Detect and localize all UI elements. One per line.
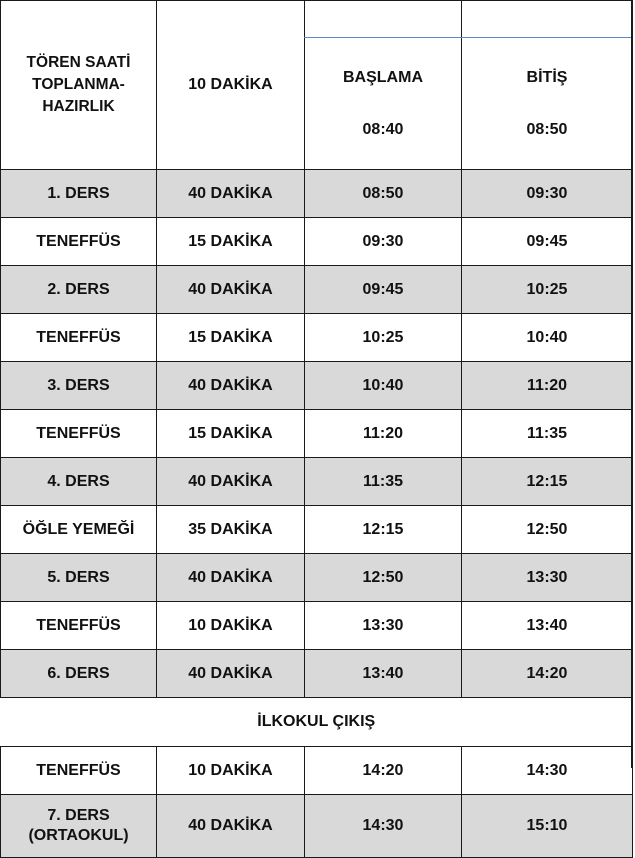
start-time: 10:25 [305, 314, 462, 362]
period-label: 2. DERS [1, 266, 157, 314]
end-time: 10:40 [462, 314, 633, 362]
end-time: 15:10 [462, 795, 633, 858]
schedule-row [1, 506, 633, 554]
period-label: TENEFFÜS [1, 314, 157, 362]
start-time: 14:20 [305, 747, 462, 795]
end-time: 13:30 [462, 554, 633, 602]
start-time: 10:40 [305, 362, 462, 410]
schedule-row [1, 362, 633, 410]
ceremony-start-time: 08:40 [362, 121, 404, 138]
period-label: TENEFFÜS [1, 747, 157, 795]
schedule-row [1, 218, 633, 266]
period-duration: 40 DAKİKA [157, 458, 305, 506]
end-time: 11:35 [462, 410, 633, 458]
schedule-row [1, 314, 633, 362]
end-time: 14:20 [462, 650, 633, 698]
schedule-row [1, 650, 633, 698]
ceremony-row [1, 1, 633, 170]
end-time: 11:20 [462, 362, 633, 410]
period-label: TENEFFÜS [1, 218, 157, 266]
period-duration: 15 DAKİKA [157, 314, 305, 362]
ceremony-duration: 10 DAKİKA [157, 1, 305, 170]
end-time: 10:25 [462, 266, 633, 314]
period-label: 3. DERS [1, 362, 157, 410]
end-time: 14:30 [462, 747, 633, 795]
end-time: 13:40 [462, 602, 633, 650]
start-time: 11:20 [305, 410, 462, 458]
period-label: 1. DERS [1, 170, 157, 218]
start-time: 11:35 [305, 458, 462, 506]
start-time: 13:30 [305, 602, 462, 650]
period-label: ÖĞLE YEMEĞİ [1, 506, 157, 554]
schedule-row [1, 554, 633, 602]
start-time: 12:15 [305, 506, 462, 554]
start-column-header: BAŞLAMA [343, 69, 423, 86]
period-duration: 40 DAKİKA [157, 266, 305, 314]
primary-exit-label: İLKOKUL ÇIKIŞ [1, 698, 633, 747]
period-duration: 15 DAKİKA [157, 218, 305, 266]
period-label: 7. DERS (ORTAOKUL) [1, 795, 157, 858]
period-duration: 10 DAKİKA [157, 747, 305, 795]
start-time: 14:30 [305, 795, 462, 858]
schedule-row [1, 266, 633, 314]
end-column-header: BİTİŞ [526, 69, 568, 86]
period-duration: 40 DAKİKA [157, 650, 305, 698]
period-duration: 40 DAKİKA [157, 170, 305, 218]
end-time: 12:15 [462, 458, 633, 506]
end-time: 09:30 [462, 170, 633, 218]
period-label: TENEFFÜS [1, 410, 157, 458]
period-duration: 15 DAKİKA [157, 410, 305, 458]
period-label: 4. DERS [1, 458, 157, 506]
schedule-row [1, 458, 633, 506]
schedule-row [1, 747, 633, 795]
period-duration: 10 DAKİKA [157, 602, 305, 650]
ceremony-label: TÖREN SAATİ TOPLANMA- HAZIRLIK [1, 1, 157, 170]
primary-exit-row [1, 698, 633, 747]
schedule-body [1, 1, 633, 858]
end-time: 12:50 [462, 506, 633, 554]
schedule-row [1, 602, 633, 650]
period-label: TENEFFÜS [1, 602, 157, 650]
table-right-border [631, 0, 633, 768]
ceremony-end-time: 08:50 [526, 121, 568, 138]
end-header-cell [462, 1, 633, 170]
period-label: 5. DERS [1, 554, 157, 602]
header-accent-line [461, 37, 633, 38]
header-accent-line [304, 37, 462, 38]
period-duration: 40 DAKİKA [157, 795, 305, 858]
period-duration: 40 DAKİKA [157, 362, 305, 410]
schedule-row [1, 170, 633, 218]
period-duration: 35 DAKİKA [157, 506, 305, 554]
start-time: 08:50 [305, 170, 462, 218]
period-label: 6. DERS [1, 650, 157, 698]
schedule-row [1, 410, 633, 458]
end-time: 09:45 [462, 218, 633, 266]
schedule-row [1, 795, 633, 858]
start-time: 09:30 [305, 218, 462, 266]
period-duration: 40 DAKİKA [157, 554, 305, 602]
start-time: 12:50 [305, 554, 462, 602]
start-header-cell [305, 1, 462, 170]
start-time: 09:45 [305, 266, 462, 314]
start-time: 13:40 [305, 650, 462, 698]
